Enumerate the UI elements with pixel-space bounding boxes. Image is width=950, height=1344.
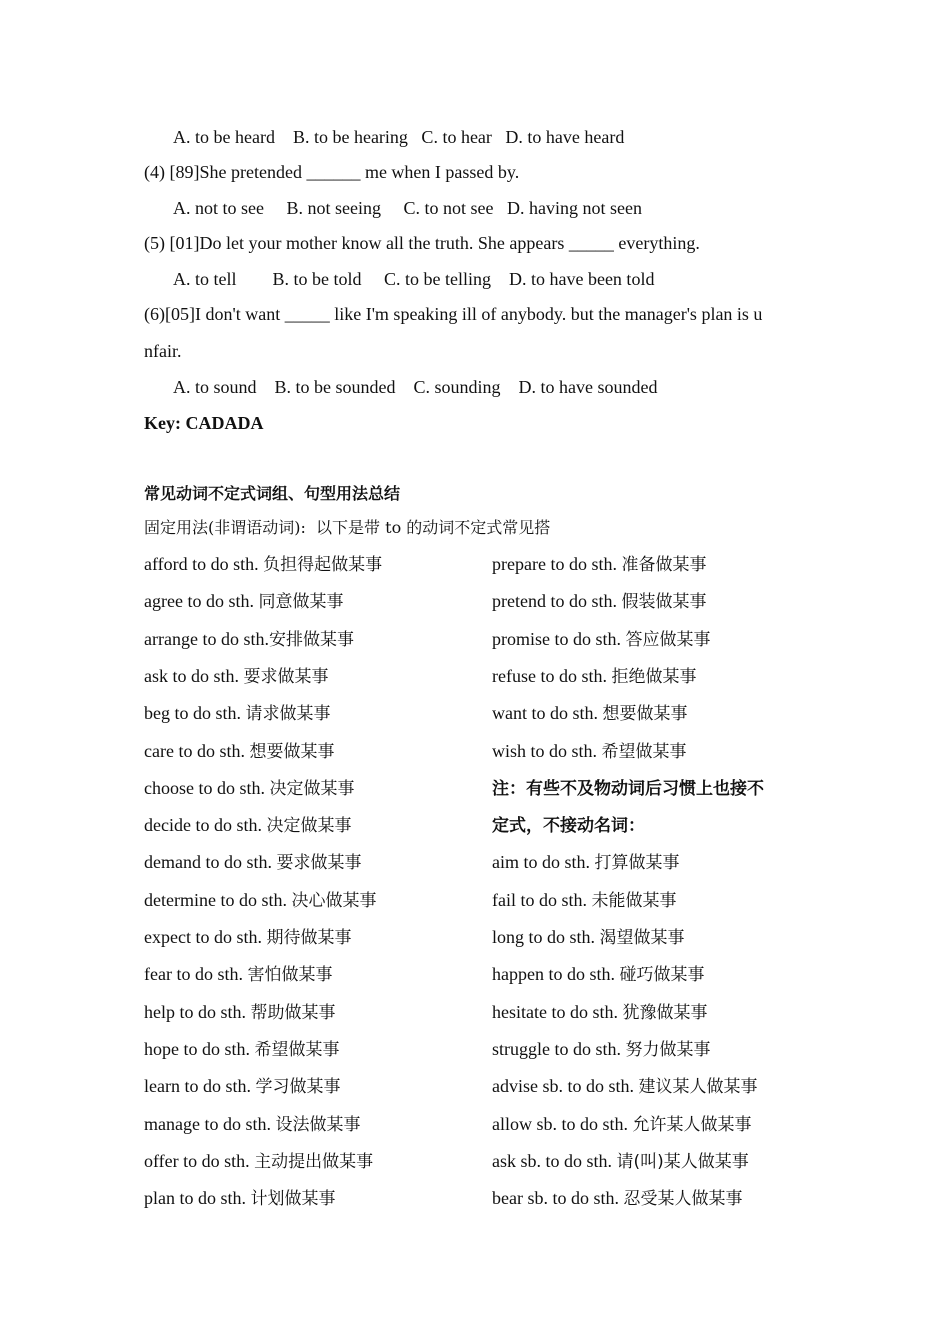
phrase-cn: 负担得起做某事 (263, 555, 383, 575)
phrase-cn: 请(叫)某人做某事 (616, 1152, 749, 1172)
note-text: 注：有些不及物动词后习惯上也接不 (492, 779, 764, 799)
section-subtitle: 固定用法(非谓语动词): 以下是带 to 的动词不定式常见搭 (144, 518, 551, 537)
phrase-cn: 努力做某事 (625, 1040, 711, 1060)
phrase-en: wish to do sth. (492, 741, 602, 761)
right-vocab-row (492, 1186, 950, 1210)
phrase-en: learn to do sth. (144, 1076, 256, 1096)
phrase-cn: 碰巧做某事 (619, 965, 705, 985)
phrase-en: beg to do sth. (144, 703, 246, 723)
phrase-en: aim to do sth. (492, 852, 595, 872)
note-text: 定式，不接动名词： (492, 816, 645, 836)
phrase-en: agree to do sth. (144, 591, 259, 611)
right-vocab-row (492, 664, 950, 688)
question-stem-5: (5) [01]Do let your mother know all the truth. She appears _____ everything. (144, 233, 700, 253)
phrase-en: fear to do sth. (144, 964, 248, 984)
right-vocab-row (492, 589, 950, 613)
phrase-en: prepare to do sth. (492, 554, 622, 574)
phrase-cn: 计划做某事 (250, 1189, 336, 1209)
phrase-cn: 犹豫做某事 (622, 1003, 708, 1023)
question-stem-6-continued: nfair. (144, 341, 182, 361)
phrase-en: advise sb. to do sth. (492, 1076, 639, 1096)
phrase-cn: 未能做某事 (591, 891, 677, 911)
question-options-3: A. to be heard B. to be hearing C. to hear D. to have heard (173, 127, 625, 147)
question-options-5: A. to tell B. to be told C. to be telling D. to have been told (173, 269, 655, 289)
phrase-en: bear sb. to do sth. (492, 1188, 624, 1208)
phrase-en: allow sb. to do sth. (492, 1114, 633, 1134)
answer-key: Key: CADADA (144, 413, 264, 433)
phrase-en: afford to do sth. (144, 554, 264, 574)
right-vocab-row (492, 850, 950, 874)
question-options-4: A. not to see B. not seeing C. to not see D. having not seen (173, 198, 642, 218)
phrase-en: offer to do sth. (144, 1151, 255, 1171)
section-title: 常见动词不定式词组、句型用法总结 (144, 484, 401, 503)
phrase-cn: 假装做某事 (621, 592, 707, 612)
phrase-cn: 答应做某事 (625, 630, 711, 650)
phrase-en: long to do sth. (492, 927, 600, 947)
phrase-cn: 打算做某事 (594, 853, 680, 873)
right-vocab-row (492, 962, 950, 986)
phrase-cn: 希望做某事 (601, 742, 687, 762)
phrase-cn: 害怕做某事 (247, 965, 333, 985)
phrase-en: want to do sth. (492, 703, 603, 723)
right-vocab-row (492, 1037, 950, 1061)
phrase-en: promise to do sth. (492, 629, 626, 649)
right-vocab-row (492, 739, 950, 763)
phrase-cn: 学习做某事 (255, 1077, 341, 1097)
phrase-en: determine to do sth. (144, 890, 292, 910)
phrase-cn: 忍受某人做某事 (623, 1189, 743, 1209)
right-vocab-row (492, 1074, 950, 1098)
phrase-cn: 拒绝做某事 (611, 667, 697, 687)
right-vocab-row (492, 1149, 950, 1173)
phrase-en: ask sb. to do sth. (492, 1151, 617, 1171)
phrase-cn: 决定做某事 (266, 816, 352, 836)
phrase-cn: 准备做某事 (621, 555, 707, 575)
right-vocab-row (492, 552, 950, 576)
phrase-cn: 帮助做某事 (250, 1003, 336, 1023)
phrase-en: expect to do sth. (144, 927, 267, 947)
phrase-en: choose to do sth. (144, 778, 270, 798)
phrase-en: ask to do sth. (144, 666, 244, 686)
right-vocab-row (492, 925, 950, 949)
phrase-cn: 同意做某事 (258, 592, 344, 612)
right-vocab-row (492, 627, 950, 651)
phrase-cn: 主动提出做某事 (254, 1152, 374, 1172)
right-vocab-row (492, 888, 950, 912)
phrase-en: care to do sth. (144, 741, 250, 761)
phrase-cn: 希望做某事 (254, 1040, 340, 1060)
phrase-en: fail to do sth. (492, 890, 592, 910)
right-vocab-row (492, 701, 950, 725)
phrase-en: hesitate to do sth. (492, 1002, 623, 1022)
phrase-cn: 设法做某事 (275, 1115, 361, 1135)
phrase-cn: 要求做某事 (243, 667, 329, 687)
phrase-cn: 决心做某事 (291, 891, 377, 911)
phrase-en: struggle to do sth. (492, 1039, 626, 1059)
phrase-cn: 想要做某事 (602, 704, 688, 724)
right-vocab-row (492, 776, 950, 800)
phrase-cn: 决定做某事 (269, 779, 355, 799)
phrase-en: pretend to do sth. (492, 591, 622, 611)
phrase-en: demand to do sth. (144, 852, 277, 872)
right-vocab-row (492, 1112, 950, 1136)
right-vocab-row (492, 813, 950, 837)
phrase-cn: 想要做某事 (249, 742, 335, 762)
phrase-en: help to do sth. (144, 1002, 251, 1022)
phrase-cn: 安排做某事 (268, 630, 354, 650)
phrase-en: arrange to do sth. (144, 629, 269, 649)
phrase-cn: 要求做某事 (276, 853, 362, 873)
phrase-en: plan to do sth. (144, 1188, 251, 1208)
phrase-cn: 建议某人做某事 (638, 1077, 758, 1097)
question-options-6: A. to sound B. to be sounded C. sounding D. to have sounded (173, 377, 658, 397)
phrase-en: refuse to do sth. (492, 666, 612, 686)
phrase-en: manage to do sth. (144, 1114, 276, 1134)
right-vocab-row (492, 1000, 950, 1024)
phrase-cn: 请求做某事 (245, 704, 331, 724)
phrase-cn: 允许某人做某事 (632, 1115, 752, 1135)
phrase-en: decide to do sth. (144, 815, 267, 835)
phrase-cn: 渴望做某事 (599, 928, 685, 948)
phrase-en: hope to do sth. (144, 1039, 255, 1059)
question-stem-6: (6)[05]I don't want _____ like I'm speaking ill of anybody. but the manager's plan is u (144, 304, 763, 324)
phrase-en: happen to do sth. (492, 964, 620, 984)
question-stem-4: (4) [89]She pretended ______ me when I passed by. (144, 162, 520, 182)
phrase-cn: 期待做某事 (266, 928, 352, 948)
